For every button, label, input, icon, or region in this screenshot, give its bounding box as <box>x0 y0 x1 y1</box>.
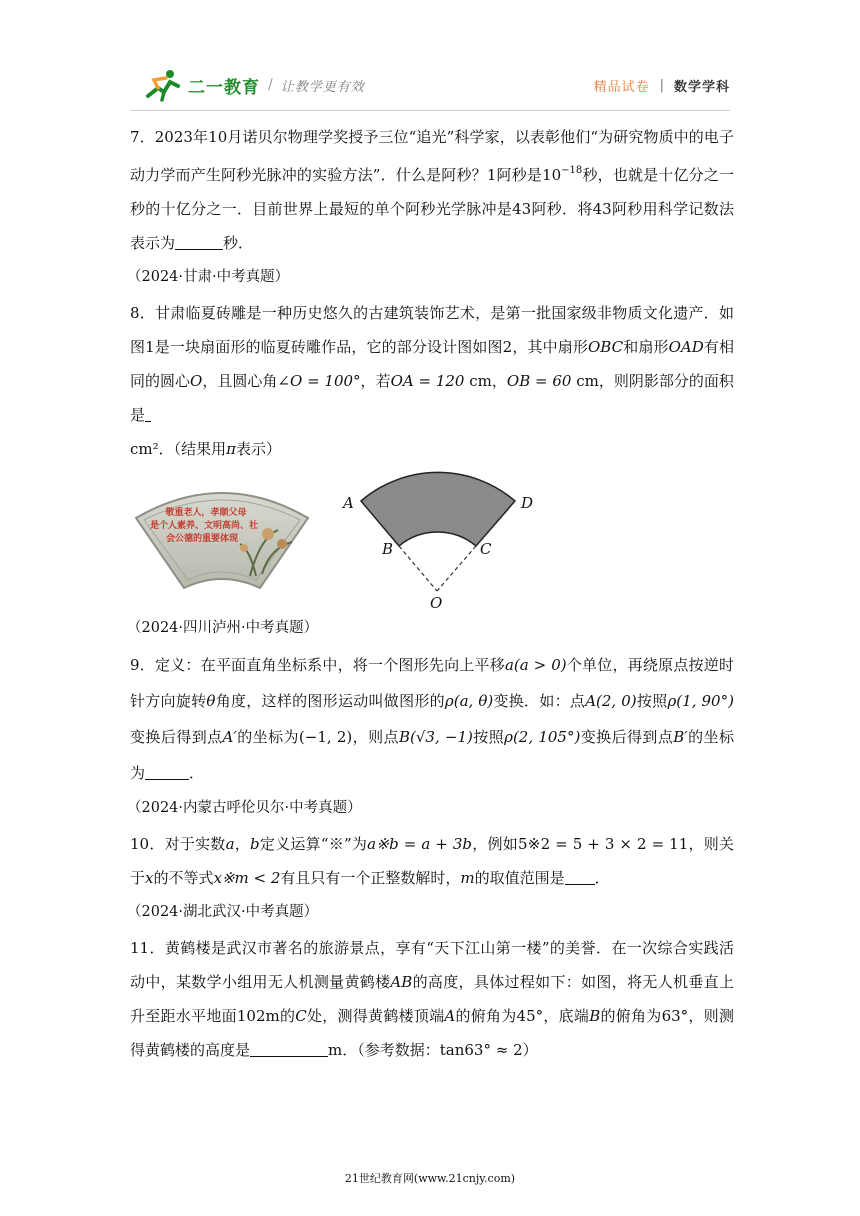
header-tags <box>594 76 730 95</box>
point-c-label: C <box>480 540 492 558</box>
question-text: ，若 <box>360 372 391 390</box>
question-text: 变换．如：点 <box>493 692 586 710</box>
question-text: 秒，也就是十亿分之一秒的十亿分之一．目前世界上最短的单个阿秒光学脉冲是43阿秒．将43阿秒用科学记数法表示为 <box>130 166 734 252</box>
math-term: B′ <box>673 728 688 746</box>
question-source: （2024·甘肃·中考真题） <box>127 269 290 285</box>
question-text: 黄鹤楼是武汉市著名的旅游景点，享有“天下江山第一楼”的美誉．在一次综合实践活动中，某数学小组用无人机测量黄鹤楼 <box>130 939 735 991</box>
math-term: B <box>589 1007 601 1025</box>
question-number: 8． <box>130 304 156 322</box>
figure-row <box>130 466 734 611</box>
question-source: （2024·内蒙古呼伦贝尔·中考真题） <box>127 800 362 816</box>
question-list <box>127 120 735 1067</box>
math-term: 5※2 = 5 + 3 × 2 = 11 <box>518 835 689 853</box>
question-text: ，且圆心角 <box>202 372 278 390</box>
point-b-label: B <box>382 540 394 558</box>
question-text: 处，测得黄鹤楼顶端 <box>306 1007 445 1025</box>
math-term: 102m <box>236 1007 280 1025</box>
question-source: （2024·四川泸州·中考真题） <box>127 620 319 636</box>
math-term: 45° <box>516 1007 544 1025</box>
carving-text-line-3: 会公德的重要体现 <box>165 534 239 544</box>
brand-slash: / <box>268 77 273 93</box>
question-text: ，底端 <box>543 1007 590 1025</box>
answer-blank[interactable] <box>145 763 189 780</box>
question-9 <box>130 647 734 791</box>
question-text: 表示） <box>236 440 282 458</box>
math-term: x※m < 2 <box>213 869 281 887</box>
tag-separator: | <box>659 78 664 93</box>
question-text: ， <box>234 835 251 853</box>
math-term: π <box>226 440 236 458</box>
question-source: （2024·湖北武汉·中考真题） <box>127 904 319 920</box>
page-header <box>0 0 860 110</box>
question-text: 的俯角为 <box>455 1007 517 1025</box>
math-term: OBC <box>587 338 624 356</box>
question-text: 的不等式 <box>153 869 214 887</box>
math-term: x <box>145 869 154 887</box>
math-term: θ <box>206 692 216 710</box>
question-number: 10． <box>130 835 165 853</box>
carving-text-line-1: 敬重老人，孝顺父母 <box>165 508 247 518</box>
premium-tag: 精品试卷 <box>593 80 650 95</box>
question-text: ，例如 <box>472 835 519 853</box>
question-text: 甘肃临夏砖雕是一种历史悠久的古建筑装饰艺术，是第一批国家级非物质文化遗产．如图1是一块扇面形的临夏砖雕作品，它的部分设计图如图2，其中扇形 <box>130 304 734 356</box>
math-term: (−1, 2) <box>298 728 353 746</box>
question-7 <box>130 120 734 260</box>
point-o-label: O <box>430 594 443 611</box>
answer-blank[interactable] <box>145 405 151 422</box>
math-term: a(a > 0) <box>504 656 567 674</box>
question-text: 的俯角为 <box>600 1007 662 1025</box>
question-text: ，则点 <box>352 728 399 746</box>
question-8 <box>130 296 734 466</box>
math-term: ρ(1, 90°) <box>667 692 734 710</box>
subject-tag: 数学学科 <box>673 80 730 95</box>
math-term: C <box>295 1007 307 1025</box>
math-term: ρ(2, 105°) <box>504 728 581 746</box>
math-term: OAD <box>668 338 704 356</box>
question-11 <box>130 931 734 1067</box>
math-term: A <box>444 1007 456 1025</box>
unit: cm <box>464 372 492 390</box>
question-text: 的坐标为 <box>236 728 299 746</box>
brand-name: 二一教育 <box>188 77 260 98</box>
question-text: 的高度，具体过程如下：如图，将无人机垂直上升至距水平地面 <box>130 973 734 1025</box>
math-term: O <box>190 372 203 390</box>
question-text: ） <box>522 1041 538 1059</box>
question-text: 的 <box>279 1007 296 1025</box>
math-term: OA = 120 <box>390 372 465 390</box>
question-text: ， <box>491 372 507 390</box>
question-number: 11． <box>130 939 165 957</box>
math-term: ∠O = 100° <box>277 372 361 390</box>
question-text: ，则阴影部分的面积是 <box>130 372 734 424</box>
math-term: AB <box>390 973 413 991</box>
question-number: 7． <box>130 128 155 146</box>
question-10 <box>130 827 734 895</box>
question-text: 个单位，再绕原点按逆时针方向旋转 <box>130 656 734 710</box>
sector-diagram <box>340 466 540 611</box>
math-term: ρ(a, θ) <box>444 692 494 710</box>
power-base: 10 <box>542 166 562 184</box>
math-term: tan63° ≈ 2 <box>439 1041 523 1059</box>
math-term: B(√3, −1) <box>398 728 473 746</box>
answer-blank[interactable] <box>565 868 595 885</box>
brand-logo <box>140 68 365 102</box>
question-text: 有且只有一个正整数解时， <box>280 869 461 887</box>
power-exponent: −18 <box>561 165 583 176</box>
math-term: A(2, 0) <box>585 692 637 710</box>
header-divider <box>130 110 730 111</box>
question-text: 2023年10月诺贝尔物理学奖授予三位“追光”科学家，以表彰他们“为研究物质中的电子动力学而产生阿秒光脉冲的实验方法”．什么是阿秒？1阿秒是 <box>130 128 734 184</box>
question-text: 定义运算“※”为 <box>259 835 368 853</box>
question-text: ，则测得黄鹤楼的高度是 <box>130 1007 734 1059</box>
math-term: 63° <box>661 1007 689 1025</box>
question-text: 变换后得到点 <box>580 728 674 746</box>
question-text: 秒． <box>223 234 254 252</box>
question-text: cm²．（结果用 <box>130 440 227 458</box>
question-text: 按照 <box>472 728 505 746</box>
math-term: b <box>250 835 260 853</box>
question-text: 定义：在平面直角坐标系中，将一个图形先向上平移 <box>154 656 505 674</box>
unit: cm <box>571 372 599 390</box>
answer-blank[interactable] <box>175 233 223 250</box>
brick-carving-photo <box>132 478 312 593</box>
question-text: 和扇形 <box>623 338 669 356</box>
question-text: 有相同的圆心 <box>130 338 734 390</box>
question-text: ，则关于 <box>130 835 734 887</box>
question-text: m．（参考数据： <box>328 1041 440 1059</box>
point-d-label: D <box>521 494 534 512</box>
question-number: 9． <box>130 656 155 674</box>
question-text: 角度，这样的图形运动叫做图形的 <box>215 692 445 710</box>
math-term: a※b = a + 3b <box>367 835 473 853</box>
question-text: 变换后得到点 <box>130 728 223 746</box>
math-term: OB = 60 <box>506 372 572 390</box>
question-text: ． <box>189 764 205 782</box>
math-term: A′ <box>222 728 237 746</box>
page-footer: 21世纪教育网(www.21cnjy.com) <box>344 1172 516 1185</box>
question-text: 的坐标为 <box>130 728 734 782</box>
question-text: 的取值范围是 <box>474 869 565 887</box>
brand-slogan: 让教学更有效 <box>280 79 365 95</box>
question-text: ． <box>594 869 610 887</box>
answer-blank[interactable] <box>250 1040 328 1057</box>
question-text: 对于实数 <box>164 835 226 853</box>
math-term: a <box>225 835 235 853</box>
runner-logo-icon <box>140 68 186 102</box>
carving-text-line-2: 是个人素养、文明高尚、社 <box>149 521 259 531</box>
question-text: 按照 <box>636 692 668 710</box>
point-a-label: A <box>343 494 354 512</box>
math-term: m <box>460 869 475 887</box>
